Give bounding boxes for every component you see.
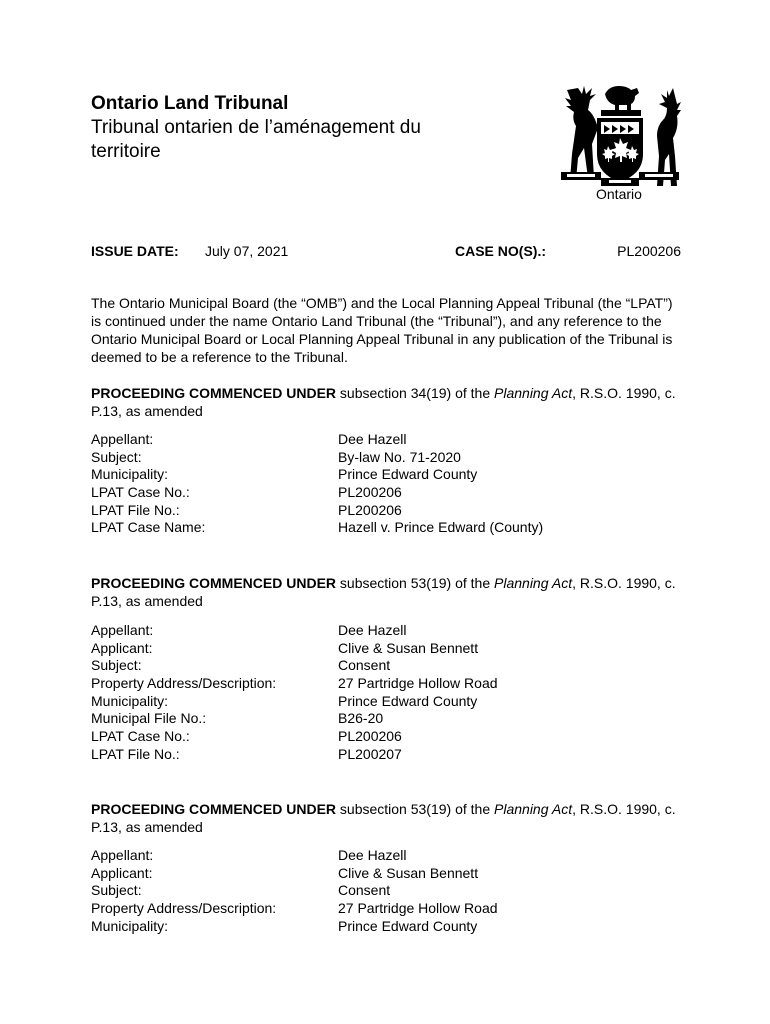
- proceeding-details: [91, 431, 681, 537]
- detail-label: Applicant:: [91, 639, 153, 656]
- detail-row: [91, 900, 681, 918]
- detail-row: [91, 728, 681, 746]
- detail-row: [91, 519, 681, 537]
- issue-info-row: [91, 242, 681, 260]
- detail-value: Dee Hazell: [338, 431, 407, 447]
- detail-value: 27 Partridge Hollow Road: [338, 900, 498, 917]
- detail-label: Subject:: [91, 882, 142, 899]
- proceeding-heading: [91, 384, 681, 420]
- proceeding-lead: PROCEEDING COMMENCED UNDER: [91, 801, 337, 817]
- detail-value: B26-20: [338, 710, 384, 727]
- case-number-label: CASE NO(S).:: [455, 243, 546, 259]
- proceeding-act: Planning Act: [494, 575, 573, 591]
- detail-value: Clive & Susan Bennett: [338, 864, 479, 881]
- detail-label: Property Address/Description:: [91, 675, 277, 692]
- detail-value: Consent: [338, 882, 391, 899]
- detail-label: Appellant:: [91, 431, 154, 447]
- detail-value: Consent: [338, 657, 391, 674]
- detail-label: Municipality:: [91, 692, 169, 709]
- detail-value: By-law No. 71-2020: [338, 448, 461, 465]
- tribunal-name: Ontario Land Tribunal: [91, 93, 289, 114]
- tribunal-name-french: Tribunal ontarien de l’aménagement du territoire: [91, 117, 421, 162]
- detail-label: Subject:: [91, 448, 142, 465]
- detail-label: Applicant:: [91, 864, 153, 881]
- proceeding-act: Planning Act: [494, 385, 573, 401]
- detail-row: [91, 847, 681, 865]
- detail-value: Dee Hazell: [338, 622, 407, 638]
- intro-paragraph: The Ontario Municipal Board (the “OMB”) and the Local Planning Appeal Tribunal (the “LPAT”) is continued under the name Ontario Land Tribunal (the “Tribunal”), and any reference to the Ontario Municipal Board or Local Planning Appeal Tribunal in any publication of the Tribunal is deemed to be a reference to the Tribunal.: [91, 295, 673, 365]
- detail-value: PL200206: [338, 484, 402, 501]
- detail-value: PL200207: [338, 745, 402, 762]
- proceeding-mid: subsection 53(19) of the: [336, 575, 495, 591]
- issue-date-label: ISSUE DATE:: [91, 243, 179, 259]
- detail-label: Appellant:: [91, 847, 154, 863]
- proceeding-tail: , R.S.O. 1990, c. P.13, as amended: [91, 385, 676, 419]
- proceeding-details: [91, 847, 681, 935]
- ontario-wordmark: Ontario: [596, 186, 642, 202]
- detail-row: [91, 431, 681, 449]
- detail-row: [91, 449, 681, 467]
- case-number-value: PL200206: [617, 243, 681, 259]
- detail-row: [91, 746, 681, 764]
- detail-label: Appellant:: [91, 622, 154, 638]
- detail-row: [91, 693, 681, 711]
- proceeding-act: Planning Act: [494, 801, 573, 817]
- detail-label: LPAT Case No.:: [91, 728, 190, 745]
- proceeding-details: [91, 622, 681, 764]
- proceeding-mid: subsection 34(19) of the: [336, 385, 495, 401]
- proceeding-lead: PROCEEDING COMMENCED UNDER: [91, 385, 337, 401]
- detail-row: [91, 622, 681, 640]
- proceeding-mid: subsection 53(19) of the: [336, 801, 495, 817]
- detail-label: Municipality:: [91, 917, 169, 934]
- detail-label: Municipality:: [91, 466, 169, 483]
- detail-label: Municipal File No.:: [91, 710, 207, 727]
- proceeding-heading: [91, 574, 681, 610]
- detail-value: PL200206: [338, 501, 402, 518]
- detail-row: [91, 502, 681, 520]
- detail-label: LPAT File No.:: [91, 501, 180, 518]
- proceeding-lead: PROCEEDING COMMENCED UNDER: [91, 575, 337, 591]
- issue-date-value: July 07, 2021: [205, 243, 289, 259]
- detail-value: Prince Edward County: [338, 917, 478, 934]
- detail-row: [91, 710, 681, 728]
- detail-row: [91, 657, 681, 675]
- detail-row: [91, 466, 681, 484]
- ontario-coat-of-arms-icon: [555, 76, 685, 204]
- detail-row: [91, 918, 681, 936]
- detail-label: Subject:: [91, 657, 142, 674]
- detail-value: PL200206: [338, 728, 402, 745]
- detail-row: [91, 640, 681, 658]
- detail-row: [91, 675, 681, 693]
- proceeding-heading: [91, 800, 681, 836]
- detail-value: Hazell v. Prince Edward (County): [338, 519, 544, 536]
- proceeding-tail: , R.S.O. 1990, c. P.13, as amended: [91, 575, 676, 609]
- detail-value: Clive & Susan Bennett: [338, 639, 479, 656]
- detail-row: [91, 484, 681, 502]
- detail-label: LPAT Case No.:: [91, 484, 190, 501]
- detail-value: Prince Edward County: [338, 466, 478, 483]
- detail-value: Prince Edward County: [338, 692, 478, 709]
- detail-value: 27 Partridge Hollow Road: [338, 675, 498, 692]
- detail-label: LPAT Case Name:: [91, 519, 206, 536]
- proceeding-tail: , R.S.O. 1990, c. P.13, as amended: [91, 801, 676, 835]
- detail-label: LPAT File No.:: [91, 745, 180, 762]
- detail-value: Dee Hazell: [338, 847, 407, 863]
- detail-row: [91, 865, 681, 883]
- detail-row: [91, 882, 681, 900]
- detail-label: Property Address/Description:: [91, 900, 277, 917]
